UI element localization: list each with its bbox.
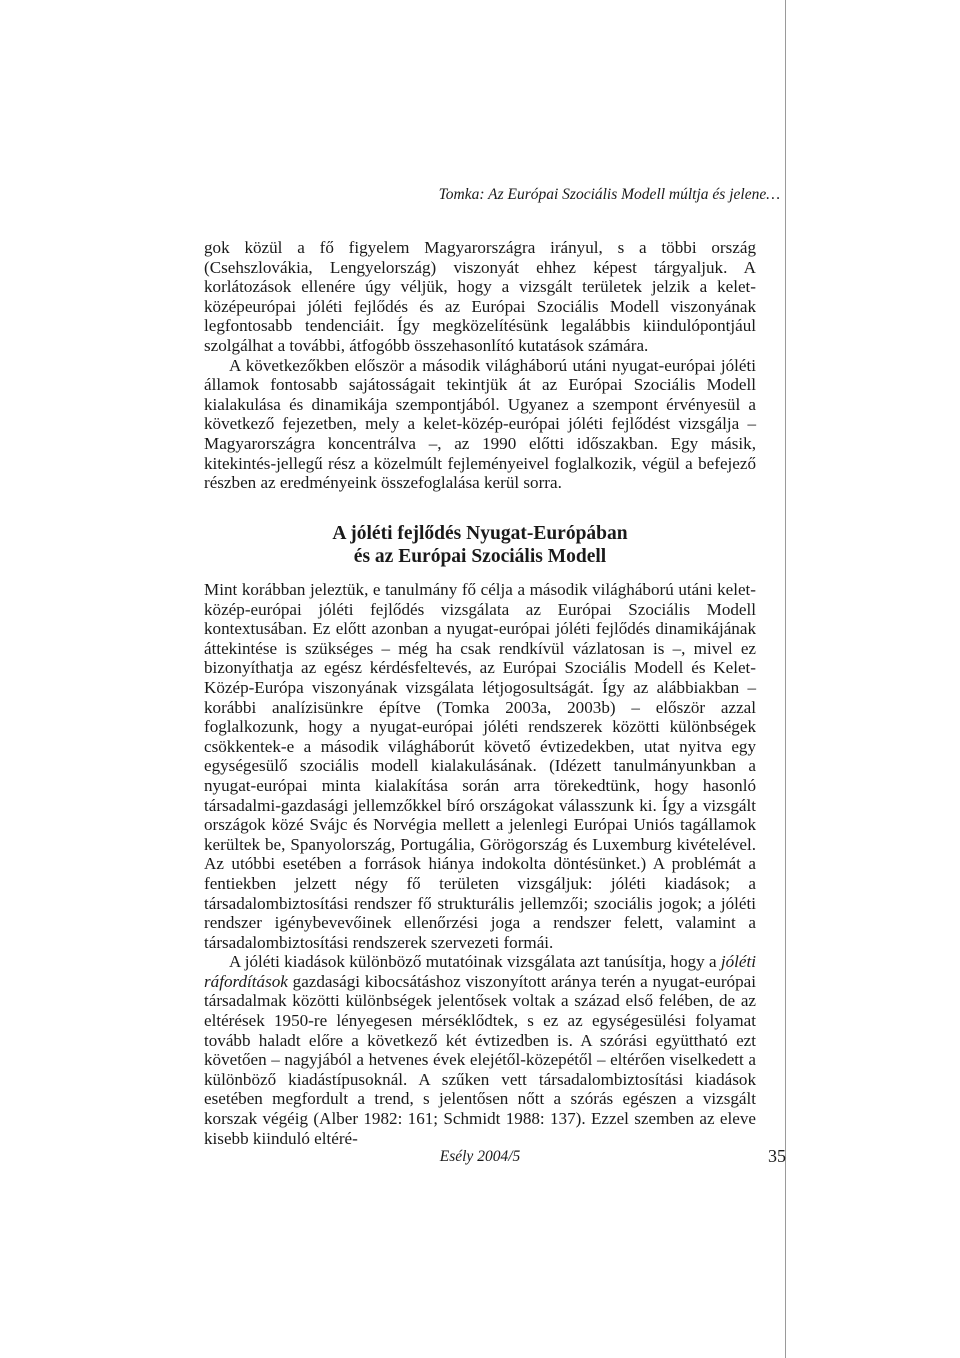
paragraph-2-rest: gazdasági kibocsátáshoz viszonyított aránya terén a nyugat-európai társadalmak közötti különbségek jelentősek voltak a század első felében, de az eltérések 1950-re lényegesen mérséklődtek, s ez az egységesülési folyamat tovább haladt előre a következő két évtizedben is. A szórási együttható ezt követően – nagyjából a hetvenes évek elejétől-közepétől – eltérően viselkedett a különböző kiadástípusoknál. A szűken vett társadalombiztosítási kiadások esetében megfordult a trend, s jelentősen nőtt a szórás egészen a vizsgált korszak végéig (Alber 1982: 161; Schmidt 1988: 137). Ezzel szemben az eleve kisebb kiinduló eltéré- bbox=[204, 971, 756, 1148]
emphasized-term: jóléti ráfordítások bbox=[204, 952, 756, 991]
section-heading-line-1: A jóléti fejlődés Nyugat-Európában bbox=[332, 523, 628, 544]
section-text bbox=[204, 580, 756, 1148]
footer-journal-title: Esély 2004/5 bbox=[439, 1148, 521, 1165]
page-number: 35 bbox=[768, 1146, 786, 1166]
intro-paragraph-2: A következőkben először a második világháború utáni nyugat-európai jóléti államok fontosabb sajátosságait tekintjük át az Európai Szociális Modell kialakulása és dinamikája szempontjából. Ugyanez a szempont érvényesül a következő fejezetben, mely a kelet-közép-európai jóléti fejlődést vizsgálja – Magyarországra koncentrálva –, az 1990 előtti időszakban. Egy másik, kitekintés-jellegű rész a közelmúlt fejleményeivel foglalkozik, végül a befejező részben az eredményeink összefoglalása kerül sorra. bbox=[204, 355, 756, 493]
paragraph-2-start: A jóléti kiadások különböző mutatóinak vizsgálata azt tanúsítja, hogy a bbox=[229, 952, 721, 972]
running-header: Tomka: Az Európai Szociális Modell múltja és jelene… bbox=[438, 186, 780, 203]
intro-paragraph-1: gok közül a fő figyelem Magyarországra irányul, s a többi ország (Csehszlovákia, Lengyelország) viszonyát ehhez képest tárgyaljuk. A korlátozások ellenére úgy véljük, hogy a vizsgált területek jelzik a kelet-középeurópai jóléti fejlődés és az Európai Szociális Modell viszonyának legfontosabb tendenciáit. Így megközelítésünk legalábbis kiindulópontjául szolgálhat a további, átfogóbb összehasonlító kutatások számára. bbox=[204, 238, 756, 355]
intro-text bbox=[204, 238, 756, 493]
section-heading bbox=[204, 523, 756, 568]
section-heading-line-2: és az Európai Szociális Modell bbox=[353, 545, 607, 567]
section-paragraph-2 bbox=[204, 952, 756, 1148]
section-paragraph-1: Mint korábban jeleztük, e tanulmány fő célja a második világháború utáni kelet-közép-európai jóléti fejlődés vizsgálata az Európai Szociális Modell kontextusában. Ez előtt azonban a nyugat-európai jóléti fejlődés dinamikájának áttekintése is szükséges – még ha csak rendkívül vázlatosan is –, mivel ez bizonyíthatja az egész kérdésfeltevés, az Európai Szociális Modell és Kelet-Közép-Európa viszonyának vizsgálata létjogosultságát. Így az alábbiakban – korábbi analízisünkre építve (Tomka 2003a, 2003b) – először azzal foglalkozunk, hogy a nyugat-európai jóléti rendszerek közötti különbségek csökkentek-e a második világháborút követő évtizedekben, utat nyitva egy egységesülő szociális modell kialakulásának. (Idézett tanulmányunkban a nyugat-európai minta kialakítása során arra törekedtünk, hogy hasonló társadalmi-gazdasági jellemzőkkel bíró országokat válasszunk ki. Így a vizsgált országok közé Svájc és Norvégia mellett a jelenlegi Európai Uniós tagállamok kerültek be, Spanyolország, Portugália, Görögország és Luxemburg kivételével. Az utóbbi esetében a források hiánya indokolta döntésünket.) A problémát a fentiekben jelzett négy fő területen vizsgáljuk: jóléti kiadások; a társadalombiztosítási rendszer fő strukturális jellemzői; szociális jogok; a jóléti rendszer igénybevevőinek ellenőrzési joga a rendszer felett, valamint a társadalombiztosítási rendszerek szervezeti formái. bbox=[204, 580, 756, 952]
